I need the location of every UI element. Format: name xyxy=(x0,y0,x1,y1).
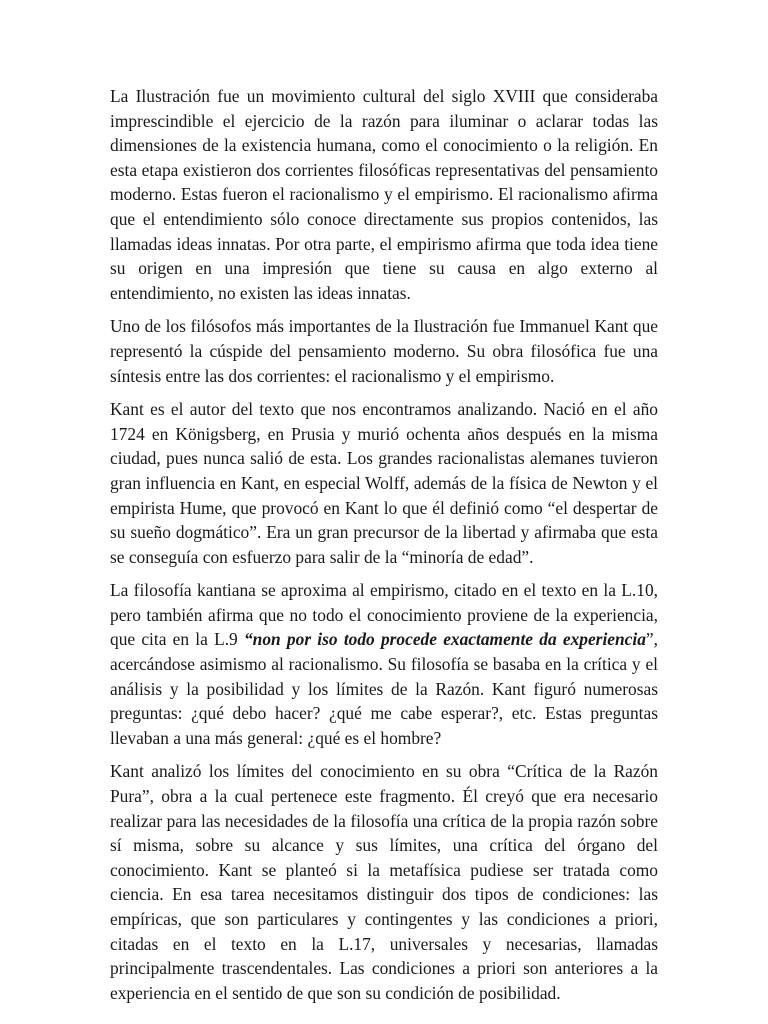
paragraph-kantian-philosophy xyxy=(110,578,658,750)
quoted-text: “non por iso todo procede exactamente da experiencia xyxy=(243,629,646,650)
paragraph-kant-intro: Uno de los filósofos más importantes de la Ilustración fue Immanuel Kant que representó la cúspide del pensamiento moderno. Su obra filosófica fue una síntesis entre las dos corrientes: el racionalismo y el empirismo. xyxy=(110,316,658,386)
document-body xyxy=(110,84,658,1014)
paragraph-text-before-quote: La filosofía kantiana se aproxima al empirismo, citado en el texto en la L.10, pero también afirma que no todo el conocimiento proviene de la experiencia, que cita en la L.9 xyxy=(110,580,658,650)
paragraph-kant-biography: Kant es el autor del texto que nos encontramos analizando. Nació en el año 1724 en Königsberg, en Prusia y murió ochenta años después en la misma ciudad, pues nunca salió de esta. Los grandes racionalistas alemanes tuvieron gran influencia en Kant, en especial Wolff, además de la física de Newton y el empirista Hume, que provocó en Kant lo que él definió como “el despertar de su sueño dogmático”. Era un gran precursor de la libertad y afirmaba que esta se conseguía con esfuerzo para salir de la “minoría de edad”. xyxy=(110,399,658,567)
paragraph-text-after-quote: ”, acercándose asimismo al racionalismo. Su filosofía se basaba en la crítica y el análisis y la posibilidad y los límites de la Razón. Kant figuró numerosas preguntas: ¿qué debo hacer? ¿qué me cabe esperar?, etc. Estas preguntas llevaban a una más general: ¿qué es el hombre? xyxy=(110,629,658,748)
paragraph-ilustracion: La Ilustración fue un movimiento cultural del siglo XVIII que consideraba imprescindible el ejercicio de la razón para iluminar o aclarar todas las dimensiones de la existencia humana, como el conocimiento o la religión. En esta etapa existieron dos corrientes filosóficas representativas del pensamiento moderno. Estas fueron el racionalismo y el empirismo. El racionalismo afirma que el entendimiento sólo conoce directamente sus propios contenidos, las llamadas ideas innatas. Por otra parte, el empirismo afirma que toda idea tiene su origen en una impresión que tiene su causa en algo externo al entendimiento, no existen las ideas innatas. xyxy=(110,86,658,303)
paragraph-limits-of-knowledge: Kant analizó los límites del conocimiento en su obra “Crítica de la Razón Pura”, obra a la cual pertenece este fragmento. Él creyó que era necesario realizar para las necesidades de la filosofía una crítica de la propia razón sobre sí misma, sobre su alcance y sus límites, una crítica del órgano del conocimiento. Kant se planteó si la metafísica pudiese ser tratada como ciencia. En esa tarea necesitamos distinguir dos tipos de condiciones: las empíricas, que son particulares y contingentes y las condiciones a priori, citadas en el texto en la L.17, universales y necesarias, llamadas principalmente trascendentales. Las condiciones a priori son anteriores a la experiencia en el sentido de que son su condición de posibilidad. xyxy=(110,761,658,1003)
